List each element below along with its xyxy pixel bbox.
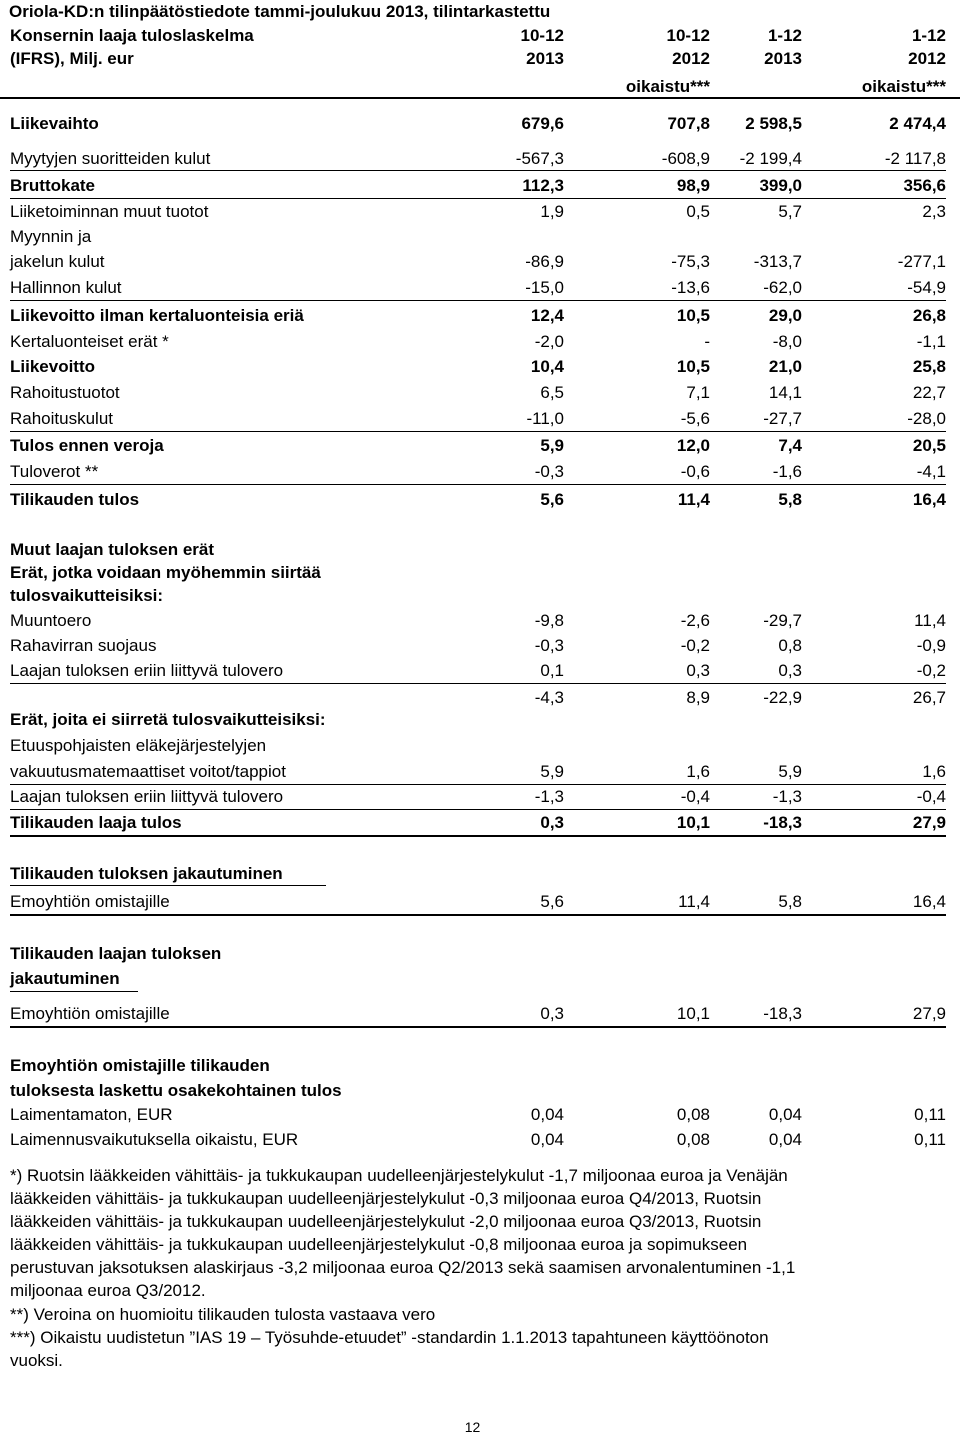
row-value-col2: 10,1: [676, 813, 710, 832]
row-value-col3: 0,04: [768, 1130, 802, 1149]
row-value-col2: 12,0: [676, 436, 710, 455]
row-label: Liikevoitto ilman kertaluonteisia eriä: [10, 306, 304, 325]
row-label: Tuloverot **: [10, 462, 99, 481]
row-label: Hallinnon kulut: [10, 278, 122, 297]
row-value-col1: -86,9: [525, 252, 564, 271]
row-value-col4: -4,1: [916, 462, 946, 481]
row-label: jakelun kulut: [10, 252, 105, 271]
row-value-col3: 5,8: [778, 892, 802, 911]
row-value-col1: -11,0: [526, 409, 564, 428]
row-value-col3: -18,3: [763, 1004, 802, 1023]
comprehensive-distribution-heading-line2: jakautuminen: [10, 969, 120, 988]
col2-year: 2012: [672, 49, 710, 68]
footnote-line: **) Veroina on huomioitu tilikauden tulosta vastaava vero: [10, 1305, 436, 1324]
row-value-col4: 16,4: [912, 490, 946, 509]
row-value-col4: 356,6: [903, 176, 946, 195]
row-value-col1: -4,3: [534, 688, 564, 707]
eps-heading-line2: tuloksesta laskettu osakekohtainen tulos: [10, 1081, 342, 1100]
row-value-col3: 7,4: [778, 436, 802, 455]
col4-period: 1-12: [911, 26, 946, 45]
table-row: [10, 174, 946, 198]
col4-note: oikaistu***: [861, 77, 946, 96]
row-value-col1: -0,3: [534, 462, 564, 481]
row-value-col4: 20,5: [912, 436, 946, 455]
row-value-col2: -13,6: [671, 278, 710, 297]
row-value-col1: 0,04: [530, 1105, 564, 1124]
row-rule: [10, 1026, 946, 1028]
row-value-col1: 6,5: [540, 383, 564, 402]
row-value-col4: 27,9: [912, 1004, 946, 1023]
row-value-col4: -0,2: [916, 661, 946, 680]
row-value-col4: -2 117,8: [884, 149, 946, 168]
table-row: [10, 304, 946, 328]
footnote-line: miljoonaa euroa Q3/2012.: [10, 1281, 206, 1300]
row-value-col4: 11,4: [914, 611, 946, 630]
row-rule: [10, 809, 946, 810]
row-value-col2: 11,4: [678, 892, 710, 911]
row-rule: [10, 835, 946, 837]
row-value-col4: -54,9: [907, 278, 946, 297]
row-value-col2: 1,6: [686, 762, 710, 781]
table-row: [10, 434, 946, 458]
row-value-col1: 0,1: [540, 661, 564, 680]
row-value-col3: 29,0: [768, 306, 802, 325]
row-value-col1: -15,0: [525, 278, 564, 297]
row-value-col3: -62,0: [763, 278, 802, 297]
footnote-line: *) Ruotsin lääkkeiden vähittäis- ja tukkukaupan uudelleenjärjestelykulut -1,7 miljoonaa euroa ja Venäjän: [10, 1166, 788, 1185]
row-value-col1: 0,3: [540, 813, 564, 832]
row-value-col1: 0,3: [540, 1004, 564, 1023]
row-value-col2: 0,08: [676, 1130, 710, 1149]
row-label: Rahoituskulut: [10, 409, 114, 428]
document-title: Oriola-KD:n tilinpäätöstiedote tammi-joulukuu 2013, tilintarkastettu: [9, 2, 551, 21]
table-row: [10, 1002, 946, 1026]
row-value-col4: -1,1: [916, 332, 946, 351]
row-value-col2: 0,3: [686, 661, 710, 680]
table-row: [10, 355, 946, 379]
row-value-col1: 5,6: [540, 490, 564, 509]
row-value-col2: 10,5: [676, 306, 710, 325]
table-row: [10, 1128, 946, 1152]
table-row: [10, 811, 946, 835]
row-value-col2: -2,6: [680, 611, 710, 630]
row-value-col3: 5,8: [778, 490, 802, 509]
table-row: [10, 609, 946, 633]
footnote-line: lääkkeiden vähittäis- ja tukkukaupan uudelleenjärjestelykulut -0,3 miljoonaa euroa Q4/2013, Ruotsin: [10, 1189, 762, 1208]
row-value-col3: 2 598,5: [745, 114, 802, 133]
col1-period: 10-12: [520, 26, 564, 45]
row-value-col3: 14,1: [768, 383, 802, 402]
row-value-col2: -0,2: [680, 636, 710, 655]
row-value-col3: 399,0: [759, 176, 802, 195]
row-label: vakuutusmatemaattiset voitot/tappiot: [10, 762, 286, 781]
row-value-col2: 0,08: [676, 1105, 710, 1124]
footnote-line: vuoksi.: [10, 1351, 63, 1370]
table-row: [10, 734, 946, 758]
col4-year: 2012: [908, 49, 946, 68]
table-row: [10, 890, 946, 914]
row-label: Laimennusvaikutuksella oikaistu, EUR: [10, 1130, 299, 1149]
row-label: Liikevaihto: [10, 114, 99, 133]
table-row: [10, 147, 946, 171]
distribution-heading-underline: [10, 885, 326, 886]
row-value-col4: 1,6: [922, 762, 946, 781]
table-row: [10, 634, 946, 658]
footnote-line: perustuvan jaksotuksen alaskirjaus -3,2 miljoonaa euroa Q2/2013 sekä saamisen arvonalentuminen -1,1: [10, 1258, 796, 1277]
oci-heading-line1: Muut laajan tuloksen erät: [10, 540, 215, 559]
table-row: [10, 250, 946, 274]
row-rule: [10, 683, 946, 684]
row-label: Tulos ennen veroja: [10, 436, 164, 455]
row-value-col1: 5,9: [540, 436, 564, 455]
table-row: [10, 112, 946, 136]
row-rule: [10, 170, 946, 171]
table-row: [10, 225, 946, 249]
row-value-col1: 1,9: [540, 202, 564, 221]
row-value-col2: 10,1: [676, 1004, 710, 1023]
table-row: [10, 330, 946, 354]
row-value-col1: -9,8: [534, 611, 564, 630]
row-value-col4: 25,8: [912, 357, 946, 376]
row-value-col3: -1,6: [772, 462, 802, 481]
row-value-col3: -1,3: [772, 787, 802, 806]
row-label: Laajan tuloksen eriin liittyvä tulovero: [10, 787, 284, 806]
row-value-col4: -277,1: [897, 252, 946, 271]
row-value-col3: -27,7: [763, 409, 802, 428]
col2-period: 10-12: [666, 26, 710, 45]
row-value-col1: -567,3: [515, 149, 564, 168]
row-label: Rahoitustuotot: [10, 383, 120, 402]
row-label: Laimentamaton, EUR: [10, 1105, 173, 1124]
row-value-col3: 21,0: [768, 357, 802, 376]
row-value-col4: -0,4: [916, 787, 946, 806]
row-value-col4: 27,9: [912, 813, 946, 832]
row-value-col2: -0,6: [680, 462, 710, 481]
row-value-col4: 22,7: [912, 383, 946, 402]
row-rule: [10, 431, 946, 432]
row-value-col4: 0,11: [914, 1130, 946, 1149]
row-value-col1: 5,6: [540, 892, 564, 911]
row-value-col1: -2,0: [534, 332, 564, 351]
row-value-col4: 26,7: [912, 688, 946, 707]
row-value-col4: -0,9: [916, 636, 946, 655]
row-value-col1: 10,4: [530, 357, 564, 376]
col2-note: oikaistu***: [625, 77, 710, 96]
oci-heading-line2: Erät, jotka voidaan myöhemmin siirtää: [10, 563, 321, 582]
row-value-col2: 98,9: [676, 176, 710, 195]
table-row: [10, 200, 946, 224]
row-label: Laajan tuloksen eriin liittyvä tulovero: [10, 661, 284, 680]
row-value-col2: -608,9: [661, 149, 710, 168]
table-row: [10, 1103, 946, 1127]
table-row: [10, 276, 946, 300]
row-value-col2: -75,3: [671, 252, 710, 271]
comprehensive-distribution-underline: [10, 991, 138, 992]
footnote-line: ***) Oikaistu uudistetun ”IAS 19 – Työsuhde-etuudet” -standardin 1.1.2013 tapahtuneen käyttöönoton: [10, 1328, 769, 1347]
row-value-col3: 0,8: [778, 636, 802, 655]
row-value-col3: 5,9: [778, 762, 802, 781]
row-value-col3: -8,0: [772, 332, 802, 351]
row-value-col1: -0,3: [534, 636, 564, 655]
header-divider: [0, 97, 960, 99]
row-label: Tilikauden laaja tulos: [10, 813, 182, 832]
row-value-col1: 0,04: [530, 1130, 564, 1149]
row-value-col3: -18,3: [763, 813, 802, 832]
row-value-col2: 707,8: [667, 114, 710, 133]
row-label: Muuntoero: [10, 611, 92, 630]
row-value-col2: 11,4: [677, 490, 710, 509]
row-label: Myytyjen suoritteiden kulut: [10, 149, 211, 168]
row-value-col2: -: [704, 332, 710, 351]
row-value-col4: 2,3: [922, 202, 946, 221]
row-value-col2: -5,6: [680, 409, 710, 428]
row-label: Emoyhtiön omistajille: [10, 892, 170, 911]
table-row: [10, 785, 946, 809]
row-label: Liikevoitto: [10, 357, 96, 376]
row-value-col3: 0,3: [778, 661, 802, 680]
row-value-col4: -28,0: [907, 409, 946, 428]
row-rule: [10, 914, 946, 916]
row-value-col3: 5,7: [778, 202, 802, 221]
footnote-line: lääkkeiden vähittäis- ja tukkukaupan uudelleenjärjestelykulut -0,8 miljoonaa euroa ja sopimukseen: [10, 1235, 748, 1254]
row-label: Myynnin ja: [10, 227, 92, 246]
row-value-col1: 12,4: [530, 306, 564, 325]
row-label: Tilikauden tulos: [10, 490, 140, 509]
row-value-col2: 10,5: [676, 357, 710, 376]
row-value-col4: 26,8: [912, 306, 946, 325]
row-rule: [10, 198, 946, 199]
row-value-col2: 0,5: [686, 202, 710, 221]
table-row: [10, 407, 946, 431]
table-row: [10, 460, 946, 484]
row-value-col1: 5,9: [540, 762, 564, 781]
row-value-col4: 16,4: [912, 892, 946, 911]
row-value-col3: 0,04: [768, 1105, 802, 1124]
row-value-col4: 0,11: [914, 1105, 946, 1124]
row-value-col3: -22,9: [763, 688, 802, 707]
eps-heading-line1: Emoyhtiön omistajille tilikauden: [10, 1056, 270, 1075]
row-rule: [10, 300, 946, 301]
page-number: 12: [464, 1419, 481, 1435]
row-value-col1: 679,6: [521, 114, 564, 133]
comprehensive-distribution-heading-line1: Tilikauden laajan tuloksen: [10, 944, 222, 963]
non-reclass-heading: Erät, joita ei siirretä tulosvaikutteisiksi:: [10, 710, 326, 729]
row-label: Etuuspohjaisten eläkejärjestelyjen: [10, 736, 267, 755]
row-label: Emoyhtiön omistajille: [10, 1004, 170, 1023]
table-row: [10, 686, 946, 710]
table-row: [10, 381, 946, 405]
row-label: Bruttokate: [10, 176, 96, 195]
row-value-col1: -1,3: [534, 787, 564, 806]
col3-period: 1-12: [767, 26, 802, 45]
row-value-col3: -29,7: [763, 611, 802, 630]
row-value-col4: 2 474,4: [889, 114, 946, 133]
row-value-col2: -0,4: [680, 787, 710, 806]
row-value-col2: 7,1: [686, 383, 710, 402]
row-value-col2: 8,9: [686, 688, 710, 707]
col3-year: 2013: [764, 49, 802, 68]
distribution-heading: Tilikauden tuloksen jakautuminen: [10, 864, 283, 883]
row-label: Rahavirran suojaus: [10, 636, 157, 655]
row-label: Liiketoiminnan muut tuotot: [10, 202, 209, 221]
row-value-col3: -313,7: [753, 252, 802, 271]
row-value-col1: 112,3: [522, 176, 564, 195]
table-row: [10, 760, 946, 784]
statement-title: Konsernin laaja tuloslaskelma (IFRS), Milj. eur: [10, 26, 254, 68]
row-value-col3: -2 199,4: [739, 149, 802, 168]
row-rule: [10, 484, 946, 485]
table-row: [10, 488, 946, 512]
table-row: [10, 659, 946, 683]
footnote-line: lääkkeiden vähittäis- ja tukkukaupan uudelleenjärjestelykulut -2,0 miljoonaa euroa Q3/2013, Ruotsin: [10, 1212, 762, 1231]
row-label: Kertaluonteiset erät *: [10, 332, 169, 351]
col1-year: 2013: [526, 49, 564, 68]
oci-heading-line3: tulosvaikutteisiksi:: [10, 586, 164, 605]
